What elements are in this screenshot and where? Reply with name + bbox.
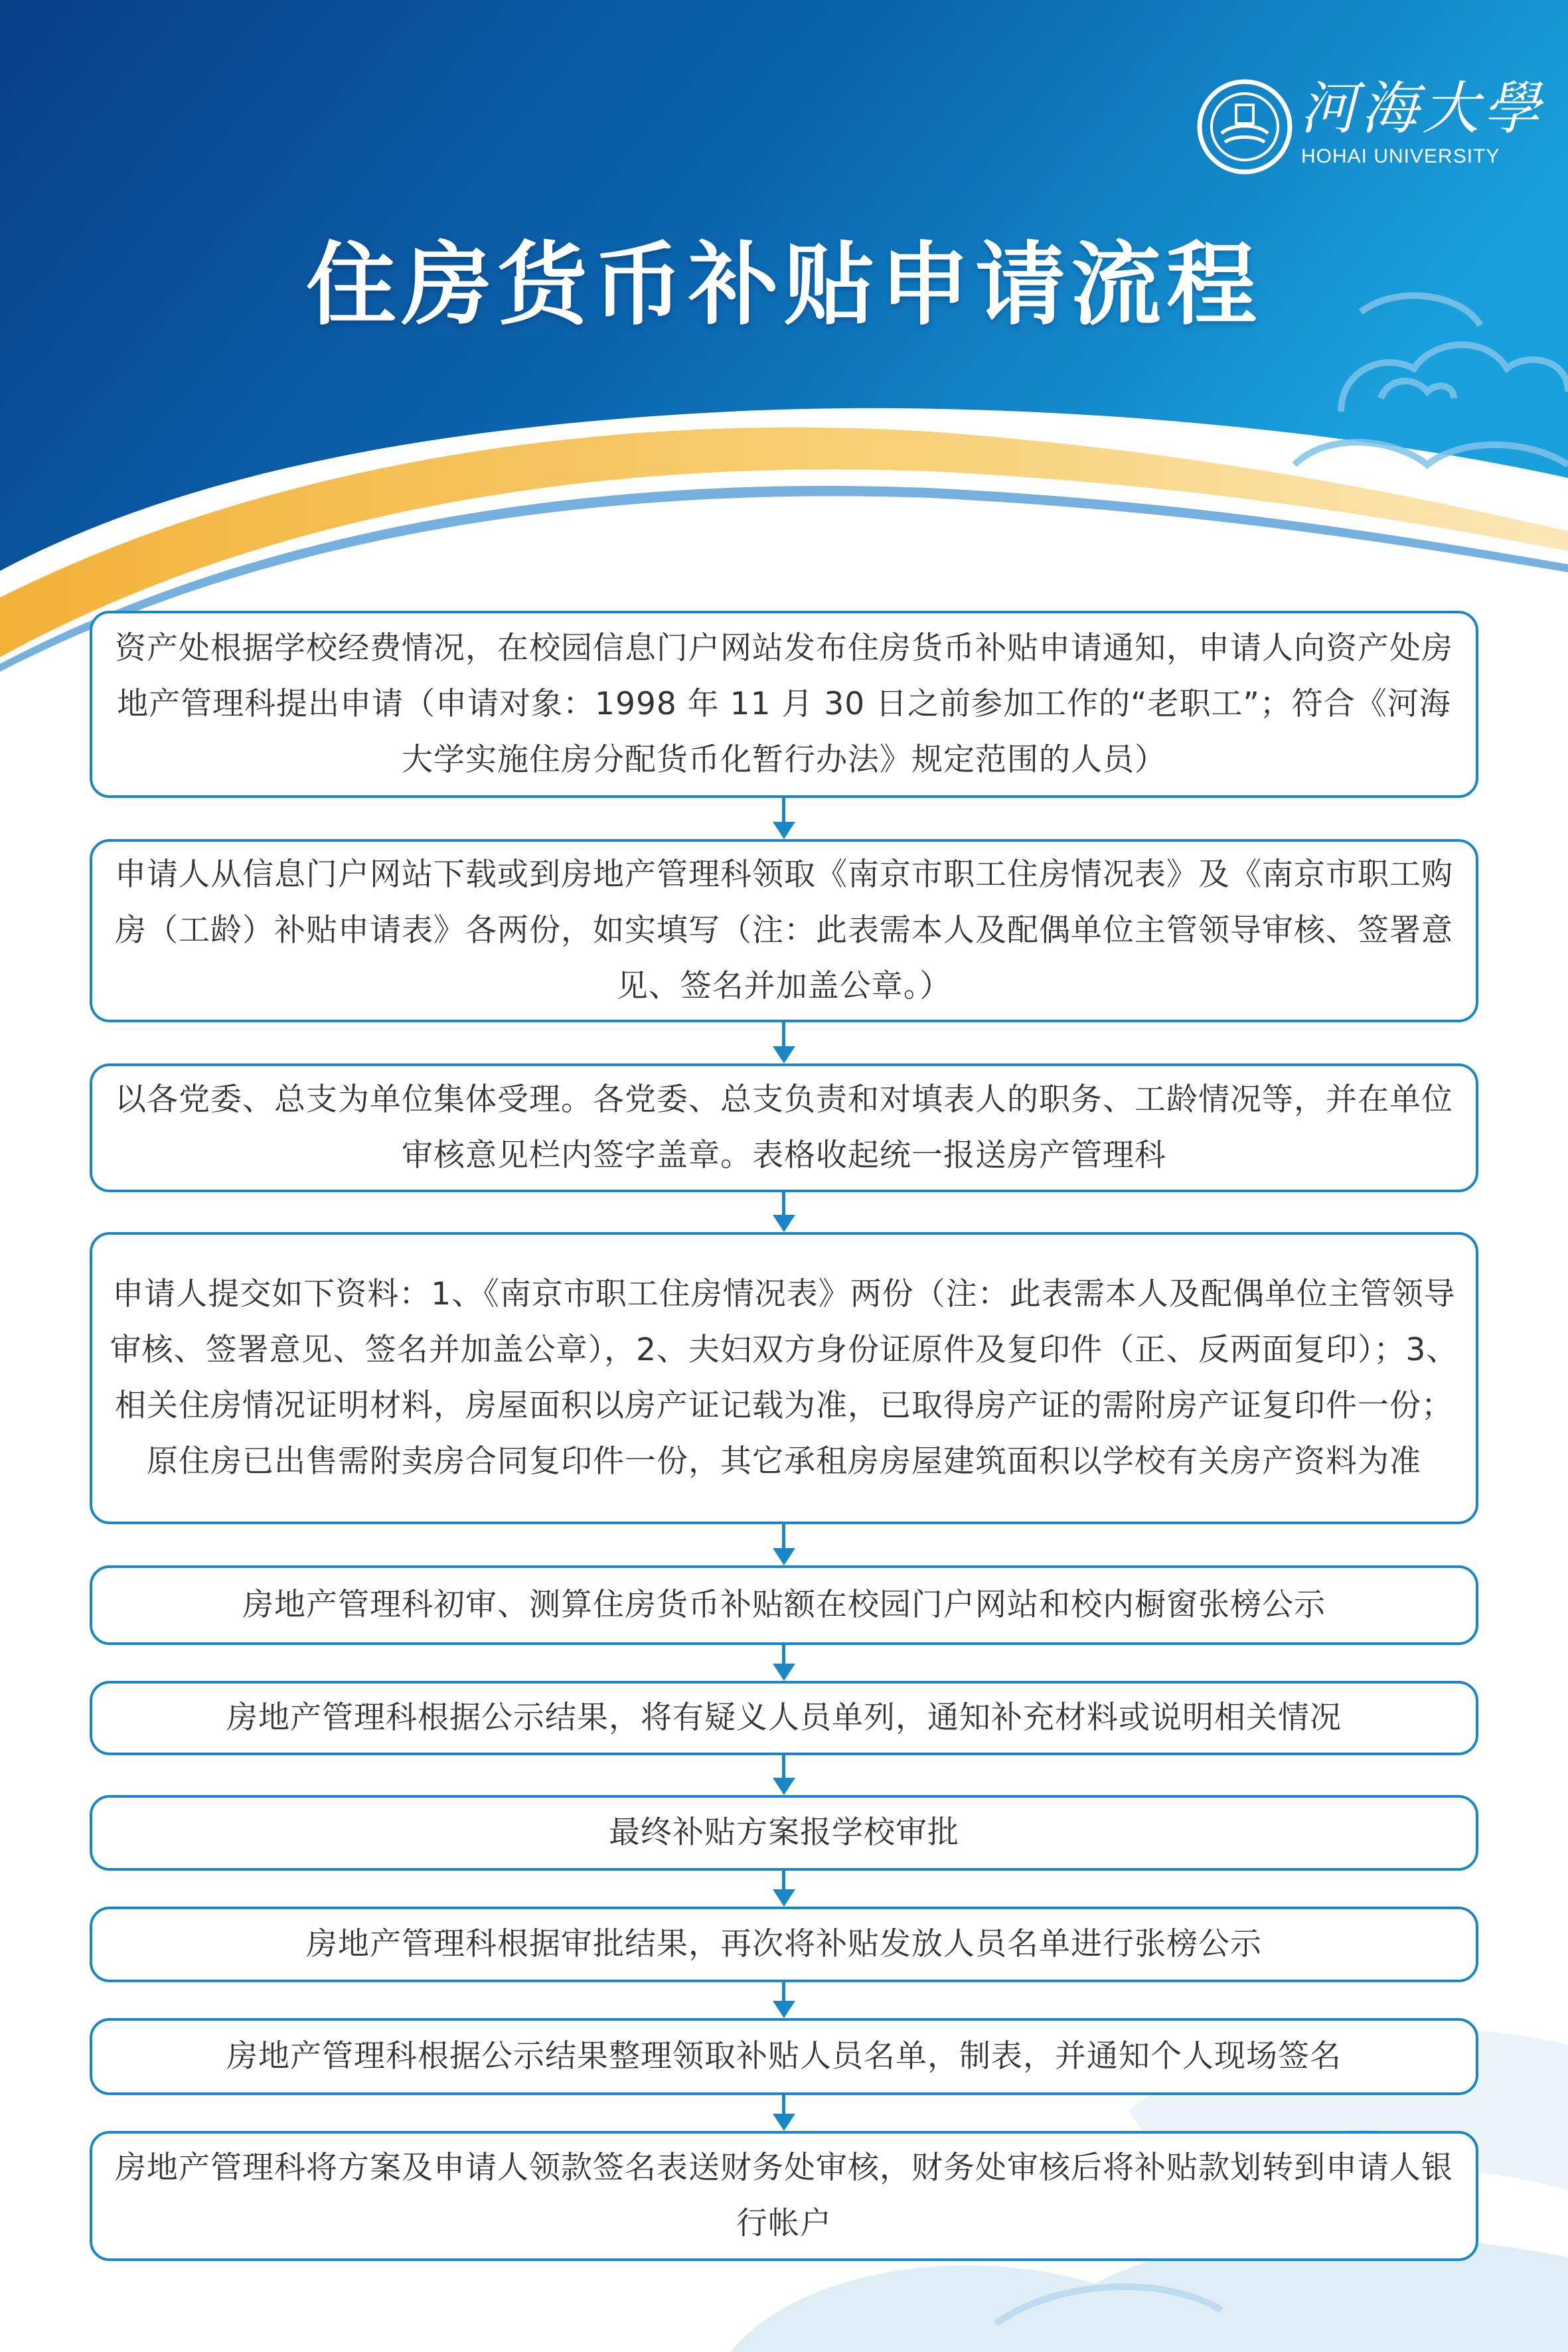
step-6: 房地产管理科根据公示结果，将有疑义人员单列，通知补充材料或说明相关情况 bbox=[90, 1681, 1478, 1755]
logo-name-en: HOHAI UNIVERSITY bbox=[1301, 145, 1500, 167]
step-5: 房地产管理科初审、测算住房货币补贴额在校园门户网站和校内橱窗张榜公示 bbox=[90, 1565, 1478, 1645]
step-10: 房地产管理科将方案及申请人领款签名表送财务处审核，财务处审核后将补贴款划转到申请人银行帐户 bbox=[90, 2131, 1478, 2261]
university-seal-icon bbox=[1195, 77, 1294, 177]
arrow-6 bbox=[773, 1755, 795, 1795]
arrow-3 bbox=[773, 1192, 795, 1232]
page-title: 住房货币补贴申请流程 bbox=[306, 233, 1262, 338]
step-2: 申请人从信息门户网站下载或到房地产管理科领取《南京市职工住房情况表》及《南京市职工购房（工龄）补贴申请表》各两份，如实填写（注：此表需本人及配偶单位主管领导审核、签署意见、签名并加盖公章。） bbox=[90, 839, 1478, 1022]
arrow-8 bbox=[773, 1982, 795, 2018]
arrow-5 bbox=[773, 1645, 795, 1681]
university-logo bbox=[1195, 72, 1544, 171]
arrow-1 bbox=[773, 798, 795, 839]
arrow-7 bbox=[773, 1871, 795, 1907]
arrow-2 bbox=[773, 1022, 795, 1063]
arrow-4 bbox=[773, 1524, 795, 1565]
step-8: 房地产管理科根据审批结果，再次将补贴发放人员名单进行张榜公示 bbox=[90, 1907, 1478, 1982]
step-3: 以各党委、总支为单位集体受理。各党委、总支负责和对填表人的职务、工龄情况等，并在单位审核意见栏内签字盖章。表格收起统一报送房产管理科 bbox=[90, 1063, 1478, 1192]
step-9: 房地产管理科根据公示结果整理领取补贴人员名单，制表，并通知个人现场签名 bbox=[90, 2018, 1478, 2095]
step-7: 最终补贴方案报学校审批 bbox=[90, 1795, 1478, 1871]
arrow-9 bbox=[773, 2095, 795, 2131]
logo-name-cn: 河海大學 bbox=[1300, 76, 1544, 142]
step-1: 资产处根据学校经费情况，在校园信息门户网站发布住房货币补贴申请通知，申请人向资产处房地产管理科提出申请（申请对象：1998 年 11 月 30 日之前参加工作的“老职工”；符合《河海大学实施住房分配货币化暂行办法》规定范围的人员） bbox=[90, 611, 1478, 798]
step-4: 申请人提交如下资料：1、《南京市职工住房情况表》两份（注：此表需本人及配偶单位主管领导审核、签署意见、签名并加盖公章），2、夫妇双方身份证原件及复印件（正、反两面复印）；3、相关住房情况证明材料，房屋面积以房产证记载为准，已取得房产证的需附房产证复印件一份；原住房已出售需附卖房合同复印件一份，其它承租房房屋建筑面积以学校有关房产资料为准 bbox=[90, 1232, 1478, 1524]
